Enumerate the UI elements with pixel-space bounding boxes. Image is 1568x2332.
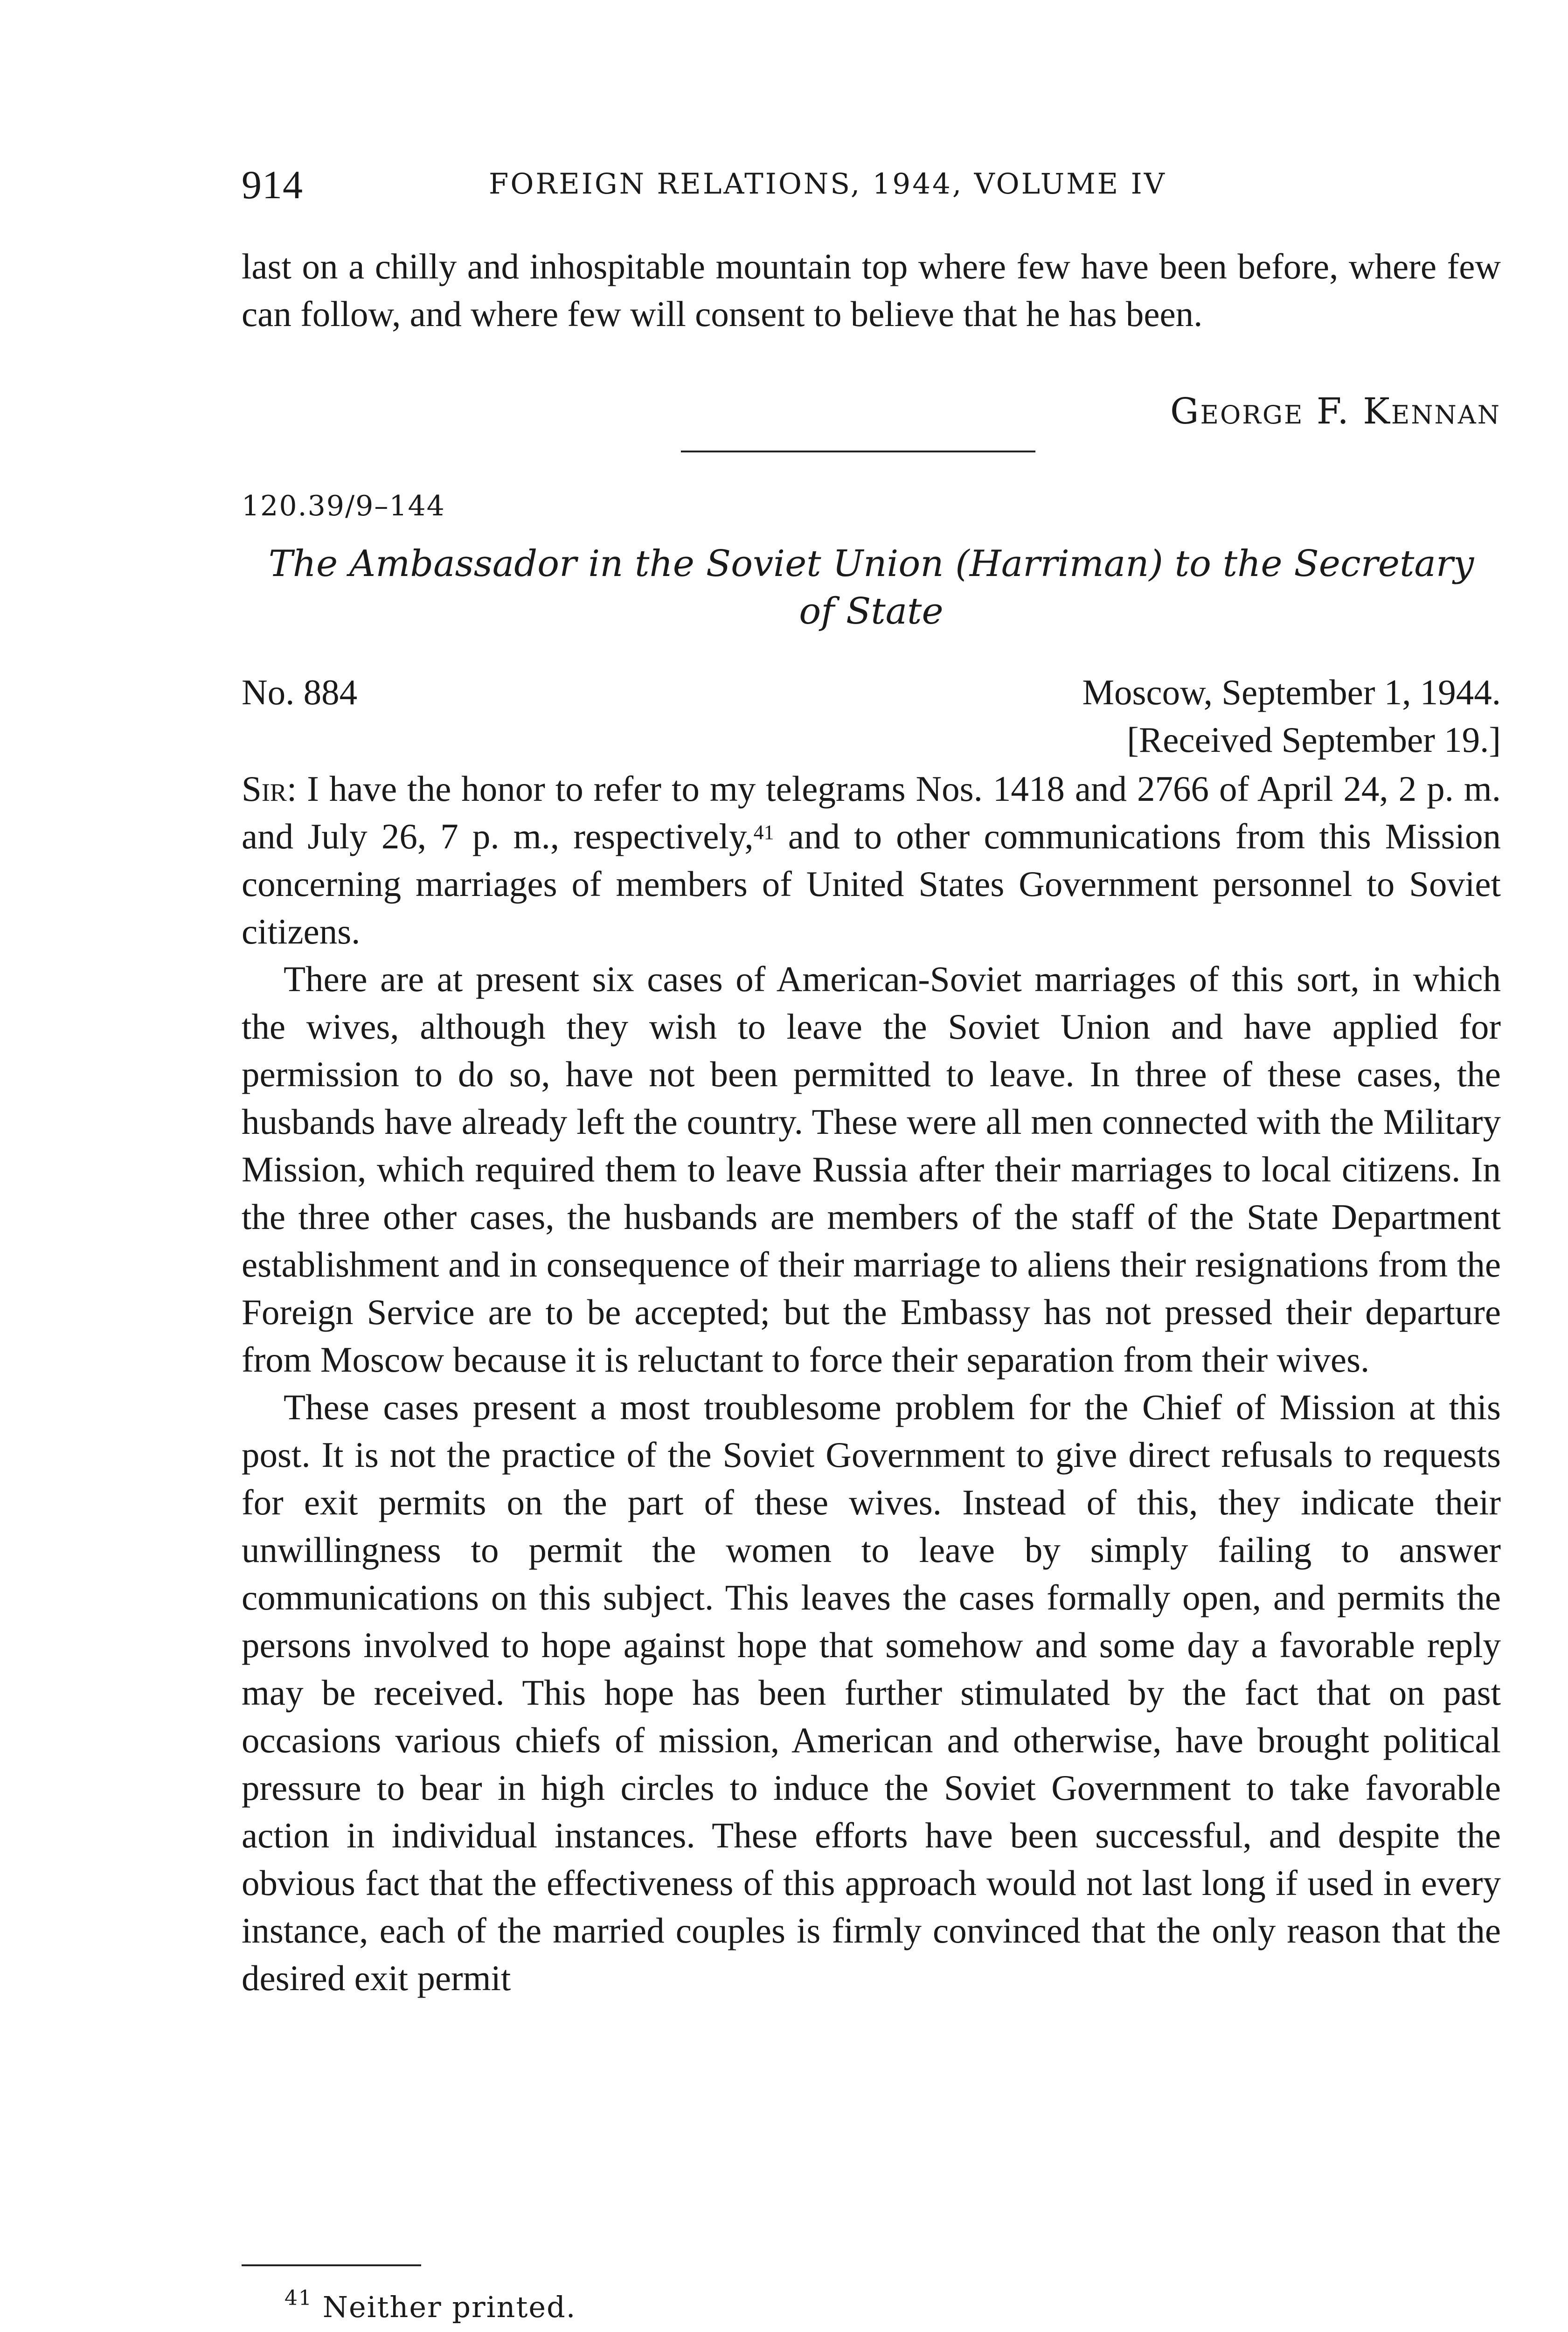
- salutation: Sir:: [242, 769, 297, 809]
- signature-block: [242, 391, 1501, 442]
- running-head: FOREIGN RELATIONS, 1944, VOLUME IV: [489, 167, 1166, 201]
- page-number: 914: [242, 162, 303, 207]
- section-divider: [681, 451, 1035, 452]
- footnote: [284, 2286, 576, 2324]
- document-title-line-1: The Ambassador in the Soviet Union (Harriman) to the Secretary: [268, 543, 1474, 585]
- body-paragraph-1-text-b: and to other communications from this Mission concerning marriages of members of United States Government personnel to Soviet citizens.: [242, 816, 1501, 951]
- letter-body: [242, 765, 1501, 2002]
- signature: George F. Kennan: [1170, 391, 1501, 432]
- place-date: Moscow, September 1, 1944.: [1082, 672, 1501, 712]
- body-paragraph-3: These cases present a most troublesome problem for the Chief of Mission at this post. It is not the practice of the Soviet Government to give direct refusals to requests for exit permits on the part of these wives. Instead of this, they indicate their unwillingness to permit the women to leave by simply failing to answer communications on this subject. This leaves the cases formally open, and permits the persons involved to hope against hope that somehow and some day a favorable reply may be received. This hope has been further stimulated by the fact that on past occasions various chiefs of mission, American and otherwise, have brought political pressure to bear in high circles to induce the Soviet Government to take favorable action in individual instances. These efforts have been successful, and despite the obvious fact that the effectiveness of this approach would not last long if used in every instance, each of the married couples is firmly convinced that the only reason that the desired exit permit: [242, 1387, 1501, 1998]
- file-number: 120.39/9–144: [242, 490, 445, 522]
- document-title: [242, 540, 1501, 635]
- document-title-line-2: of State: [799, 590, 944, 632]
- footnote-divider: [242, 2264, 421, 2266]
- place-date-block: [1082, 668, 1501, 763]
- page-header: [242, 161, 1501, 212]
- document-number: No. 884: [242, 672, 358, 712]
- body-paragraph-1: [242, 765, 1501, 955]
- received-date: [Received September 19.]: [1127, 720, 1501, 760]
- footnote-text: Neither printed.: [322, 2290, 576, 2324]
- body-paragraph-1-text-a: I have the honor to refer to my telegrams Nos. 1418 and 2766 of April 24, 2 p. m. and July 26, 7 p. m., respectively,: [242, 769, 1501, 856]
- continuation-paragraph: last on a chilly and inhospitable mountain top where few have been before, where few can follow, and where few will consent to believe that he has been.: [242, 246, 1501, 334]
- footnote-marker: 41: [284, 2286, 312, 2310]
- footnote-reference: 41: [753, 821, 774, 844]
- body-paragraph-2: There are at present six cases of American-Soviet marriages of this sort, in which the wives, although they wish to leave the Soviet Union and have applied for permission to do so, have not been permitted to leave. In three of these cases, the husbands have already left the country. These were all men connected with the Military Mission, which required them to leave Russia after their marriages to local citizens. In the three other cases, the husbands are members of the staff of the State Department establishment and in consequence of their marriage to aliens their resignations from the Foreign Service are to be accepted; but the Embassy has not pressed their departure from Moscow because it is reluctant to force their separation from their wives.: [242, 959, 1501, 1380]
- continuation-text: [242, 243, 1501, 338]
